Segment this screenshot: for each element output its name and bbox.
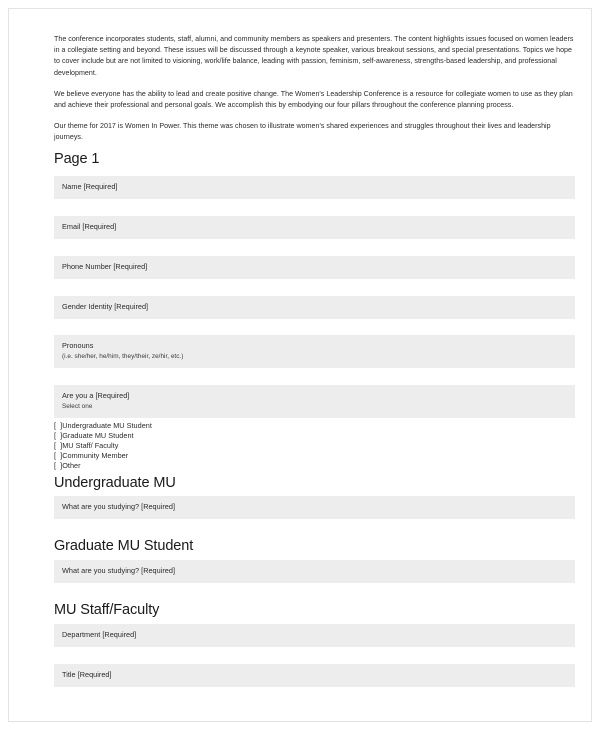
choice-item-community-member[interactable] [54,451,575,461]
field-undergraduate-studying-label: What are you studying? [Required] [62,502,176,511]
choice-label: Other [62,461,81,470]
intro-paragraph-2: We believe everyone has the ability to lead and create positive change. The Women's Leadership Conference is a resource for collegiate women to use as they plan and achieve their professional and personal goals. We accomplish this by embodying our four pillars throughout the conference planning process. [54,89,573,110]
field-department[interactable] [54,624,575,647]
field-name[interactable] [54,176,575,199]
intro-paragraph-1: The conference incorporates students, staff, alumni, and community members as speakers and presenters. The content highlights issues focused on women leaders in a collegiate setting and beyond. These issues will be discussed through a keynote speaker, various breakout sessions, and special presentations. Topics we hope to cover include but are not limited to visioning, work/life balance, leading with passion, feminism, self-awareness, strengths-based leadership, and professional development. [54,35,574,77]
field-graduate-studying[interactable] [54,560,575,583]
page-heading: Page 1 [54,151,100,167]
choice-item-other[interactable] [54,461,575,471]
checkbox-icon[interactable]: [ ] [54,421,63,430]
field-graduate-studying-label: What are you studying? [Required] [62,566,176,575]
field-pronouns[interactable] [54,335,575,368]
field-undergraduate-studying[interactable] [54,496,575,519]
field-phone-number-label: Phone Number [Required] [62,262,148,271]
field-name-label: Name [Required] [62,182,118,191]
choice-label: Undergraduate MU Student [62,421,152,430]
intro-paragraph-3: Our theme for 2017 is Women In Power. This theme was chosen to illustrate women's shared experiences and struggles throughout their lives and leadership journeys. [54,122,551,142]
field-title-label: Title [Required] [62,670,112,679]
checkbox-icon[interactable]: [ ] [54,441,63,450]
choice-list [54,421,575,471]
section-heading-graduate-mu-student: Graduate MU Student [54,538,194,554]
intro-text-block [54,34,575,144]
choice-label: MU Staff/ Faculty [62,441,119,450]
choice-label: Community Member [62,451,129,460]
field-gender-identity-label: Gender Identity [Required] [62,302,149,311]
field-department-label: Department [Required] [62,630,137,639]
choice-item-mu-staff-faculty[interactable] [54,441,575,451]
section-heading-undergraduate-mu: Undergraduate MU [54,475,176,491]
document-page [8,8,592,722]
choice-label: Graduate MU Student [62,431,134,440]
checkbox-icon[interactable]: [ ] [54,451,63,460]
choice-item-graduate-mu-student[interactable] [54,431,575,441]
field-email[interactable] [54,216,575,239]
field-pronouns-label: Pronouns [62,341,94,350]
field-are-you-a[interactable] [54,385,575,418]
checkbox-icon[interactable]: [ ] [54,461,63,470]
field-gender-identity[interactable] [54,296,575,319]
checkbox-icon[interactable]: [ ] [54,431,63,440]
section-heading-mu-staff-faculty: MU Staff/Faculty [54,602,160,618]
field-are-you-a-label: Are you a [Required] [62,391,130,400]
field-are-you-a-sublabel: Select one [62,403,93,410]
field-email-label: Email [Required] [62,222,117,231]
field-phone-number[interactable] [54,256,575,279]
choice-item-undergraduate-mu-student[interactable] [54,421,575,431]
field-title[interactable] [54,664,575,687]
field-pronouns-sublabel: (i.e. she/her, he/him, they/their, ze/hir, etc.) [62,353,184,360]
